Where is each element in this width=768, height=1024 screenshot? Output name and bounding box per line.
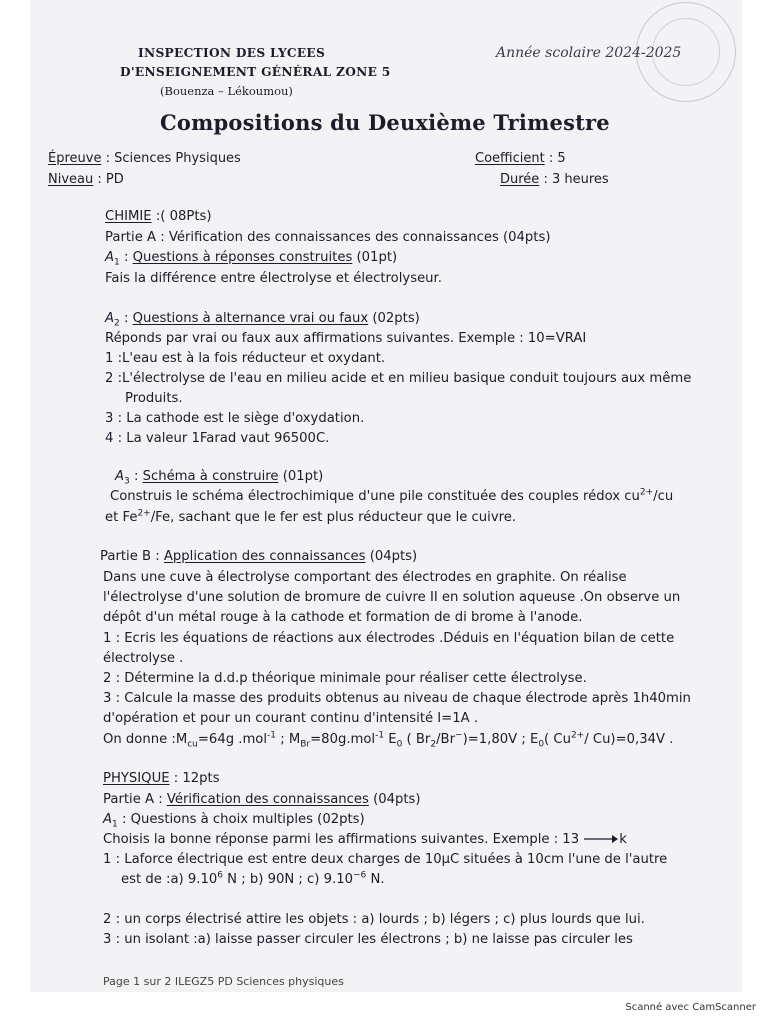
- epreuve-line: Épreuve : Sciences Physiques: [48, 151, 241, 166]
- chimie-a3-text-2: et $Fe^{2+}/Fe$, sachant que le fer est plus réducteur que le cuivre.: [105, 508, 517, 525]
- chimie-partie-b: Partie B : Application des connaissances (04pts): [100, 549, 418, 564]
- niveau-line: Niveau : PD: [48, 172, 124, 187]
- chimie-a2-q1: 1 :L'eau est à la fois réducteur et oxydant.: [105, 351, 386, 366]
- chimie-b-data: On donne $:M_{cu}=64g$ .mol$^{-1}$ ; $M_{Br}=80g.mol^{-1}$ $E_0$ ( $Br_2/Br^-)=1,80V$ ; $E_0$( $Cu^{2+}/$ Cu)=0,34V .: [103, 730, 674, 750]
- chimie-a1-heading: $A_1$ : Questions à réponses construites (01pt): [105, 250, 398, 268]
- chimie-a3-text-1: Construis le schéma électrochimique d'une pile constituée des couples rédox $cu^{2+}/cu$: [110, 487, 674, 504]
- chimie-b-q1: 1 : Ecris les équations de réactions aux électrodes .Déduis en l'équation bilan de cette: [103, 631, 675, 646]
- physique-q2: 2 : un corps électrisé attire les objets : a) lourds ; b) légers ; c) plus lourds que lui.: [103, 912, 645, 927]
- school-year: Année scolaire 2024-2025: [496, 45, 682, 61]
- chimie-b-text-2: l'électrolyse d'une solution de bromure de cuivre II en solution aqueuse .On observe un: [103, 590, 681, 605]
- chimie-a2-q2-cont: Produits.: [125, 391, 183, 406]
- duree-line: Durée : 3 heures: [500, 172, 609, 187]
- chimie-b-text-1: Dans une cuve à électrolyse comportant des électrodes en graphite. On réalise: [103, 570, 627, 585]
- chimie-a3-heading: $A_3$ : Schéma à construire (01pt): [115, 469, 324, 487]
- header-region: (Bouenza – Lékoumou): [160, 84, 293, 98]
- physique-q3: 3 : un isolant :a) laisse passer circuler les électrons ; b) ne laisse pas circuler les: [103, 932, 633, 947]
- physique-q1-options: est de :a) 9.10$^6$ N ; b) 90N ; c) $9.10^{-6}$ N.: [121, 870, 385, 887]
- chimie-a2-heading: $A_2$ : Questions à alternance vrai ou faux (02pts): [105, 311, 420, 329]
- physique-a1-heading: $A_1$ : Questions à choix multiples (02pts): [103, 812, 365, 830]
- scanner-watermark: Scanné avec CamScanner: [625, 1002, 756, 1013]
- page-title: Compositions du Deuxième Trimestre: [160, 110, 610, 135]
- chimie-partie-a: Partie A : Vérification des connaissances des connaissances (04pts): [105, 230, 551, 245]
- chimie-a2-q3: 3 : La cathode est le siège d'oxydation.: [105, 411, 365, 426]
- physique-partie-a: Partie A : Vérification des connaissances (04pts): [103, 792, 421, 807]
- physique-heading: PHYSIQUE : 12pts: [103, 771, 220, 786]
- header-inspection: INSPECTION DES LYCEES: [138, 46, 326, 60]
- chimie-b-q3-cont: d'opération et pour un courant continu d'intensité I=1A .: [103, 711, 479, 726]
- chimie-b-q1-cont: électrolyse .: [103, 651, 184, 666]
- chimie-a2-q4: 4 : La valeur 1Farad vaut 96500C.: [105, 431, 330, 446]
- chimie-a2-q2: 2 :L'électrolyse de l'eau en milieu acide et en milieu basique conduit toujours aux même: [105, 371, 692, 386]
- chimie-b-q3: 3 : Calcule la masse des produits obtenus au niveau de chaque électrode après 1h40min: [103, 691, 691, 706]
- chimie-b-q2: 2 : Détermine la d.d.p théorique minimale pour réaliser cette électrolyse.: [103, 671, 587, 686]
- chimie-a2-intro: Réponds par vrai ou faux aux affirmations suivantes. Exemple : 10=VRAI: [105, 331, 587, 346]
- coefficient-line: Coefficient : 5: [475, 151, 566, 166]
- header-zone: D'ENSEIGNEMENT GÉNÉRAL ZONE 5: [120, 65, 391, 79]
- physique-a1-intro: Choisis la bonne réponse parmi les affirmations suivantes. Exemple : 13 k: [103, 832, 627, 847]
- chimie-b-text-3: dépôt d'un métal rouge à la cathode et formation de di brome à l'anode.: [103, 610, 583, 625]
- chimie-heading: CHIMIE :( 08Pts): [105, 209, 212, 224]
- chimie-a1-question: Fais la différence entre électrolyse et électrolyseur.: [105, 271, 442, 286]
- physique-q1: 1 : Laforce électrique est entre deux charges de 10μC situées à 10cm l'une de l'autre: [103, 852, 668, 867]
- page-footer: Page 1 sur 2 ILEGZ5 PD Sciences physiques: [103, 975, 344, 988]
- exam-sheet: [30, 0, 742, 992]
- arrow-right-icon: [583, 834, 619, 844]
